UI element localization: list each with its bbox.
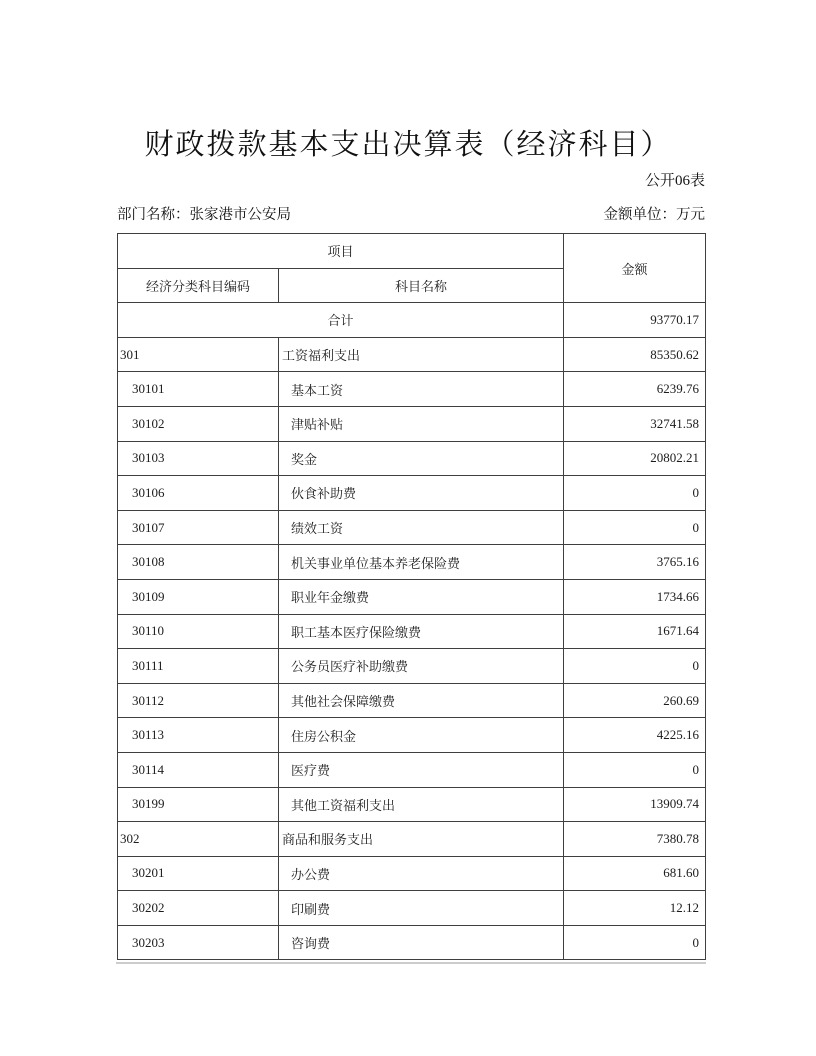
total-row [118, 303, 706, 338]
table-row [118, 649, 706, 684]
name-cell: 商品和服务支出 [279, 822, 564, 857]
name-cell: 职业年金缴费 [279, 579, 564, 614]
table-row [118, 856, 706, 891]
amount-cell: 681.60 [564, 856, 706, 891]
code-cell: 30109 [118, 579, 279, 614]
header-name: 科目名称 [279, 268, 564, 303]
department-name-label: 部门名称：张家港市公安局 [117, 207, 291, 223]
code-cell: 30113 [118, 718, 279, 753]
name-cell: 办公费 [279, 856, 564, 891]
code-cell: 301 [118, 337, 279, 372]
header-row-1 [118, 234, 706, 269]
name-cell: 伙食补助费 [279, 476, 564, 511]
code-cell: 30112 [118, 683, 279, 718]
table-row [118, 614, 706, 649]
amount-cell: 0 [564, 752, 706, 787]
total-amount-cell: 93770.17 [564, 303, 706, 338]
amount-cell: 13909.74 [564, 787, 706, 822]
table-row [118, 476, 706, 511]
name-cell: 其他社会保障缴费 [279, 683, 564, 718]
amount-cell: 12.12 [564, 891, 706, 926]
amount-cell: 32741.58 [564, 406, 706, 441]
table-row [118, 718, 706, 753]
document-title: 财政拨款基本支出决算表（经济科目） [144, 129, 672, 161]
amount-cell: 85350.62 [564, 337, 706, 372]
table-row [118, 752, 706, 787]
name-cell: 其他工资福利支出 [279, 787, 564, 822]
code-cell: 30201 [118, 856, 279, 891]
code-cell: 30199 [118, 787, 279, 822]
table-code-label: 公开06表 [644, 173, 705, 189]
code-cell: 30202 [118, 891, 279, 926]
code-cell: 30101 [118, 372, 279, 407]
name-cell: 职工基本医疗保险缴费 [279, 614, 564, 649]
amount-cell: 4225.16 [564, 718, 706, 753]
amount-cell: 6239.76 [564, 372, 706, 407]
meta-row [117, 203, 705, 224]
code-cell: 30106 [118, 476, 279, 511]
table-row [118, 337, 706, 372]
header-code: 经济分类科目编码 [118, 268, 279, 303]
name-cell: 住房公积金 [279, 718, 564, 753]
table-row [118, 510, 706, 545]
header-amount: 金额 [564, 234, 706, 303]
amount-cell: 0 [564, 649, 706, 684]
amount-unit-label: 金额单位：万元 [603, 207, 705, 223]
name-cell: 绩效工资 [279, 510, 564, 545]
code-cell: 30203 [118, 925, 279, 960]
code-cell: 30110 [118, 614, 279, 649]
code-cell: 30111 [118, 649, 279, 684]
table-row [118, 925, 706, 960]
code-cell: 30103 [118, 441, 279, 476]
code-cell: 30107 [118, 510, 279, 545]
amount-cell: 0 [564, 510, 706, 545]
code-cell: 30108 [118, 545, 279, 580]
name-cell: 津贴补贴 [279, 406, 564, 441]
amount-cell: 260.69 [564, 683, 706, 718]
name-cell: 基本工资 [279, 372, 564, 407]
amount-cell: 20802.21 [564, 441, 706, 476]
code-cell: 302 [118, 822, 279, 857]
expenditure-table [117, 233, 706, 960]
amount-cell: 0 [564, 925, 706, 960]
name-cell: 工资福利支出 [279, 337, 564, 372]
table-row [118, 579, 706, 614]
name-cell: 奖金 [279, 441, 564, 476]
header-item: 项目 [118, 234, 564, 269]
code-cell: 30102 [118, 406, 279, 441]
amount-cell: 0 [564, 476, 706, 511]
total-label-cell: 合计 [118, 303, 564, 338]
amount-cell: 1734.66 [564, 579, 706, 614]
table-row [118, 787, 706, 822]
name-cell: 咨询费 [279, 925, 564, 960]
table-row [118, 441, 706, 476]
name-cell: 机关事业单位基本养老保险费 [279, 545, 564, 580]
table-row [118, 822, 706, 857]
name-cell: 印刷费 [279, 891, 564, 926]
table-row [118, 545, 706, 580]
table-row [118, 372, 706, 407]
amount-cell: 7380.78 [564, 822, 706, 857]
table-row [118, 891, 706, 926]
name-cell: 医疗费 [279, 752, 564, 787]
name-cell: 公务员医疗补助缴费 [279, 649, 564, 684]
amount-cell: 3765.16 [564, 545, 706, 580]
table-row [118, 406, 706, 441]
table-row [118, 683, 706, 718]
code-cell: 30114 [118, 752, 279, 787]
amount-cell: 1671.64 [564, 614, 706, 649]
page-break-line [116, 962, 706, 964]
